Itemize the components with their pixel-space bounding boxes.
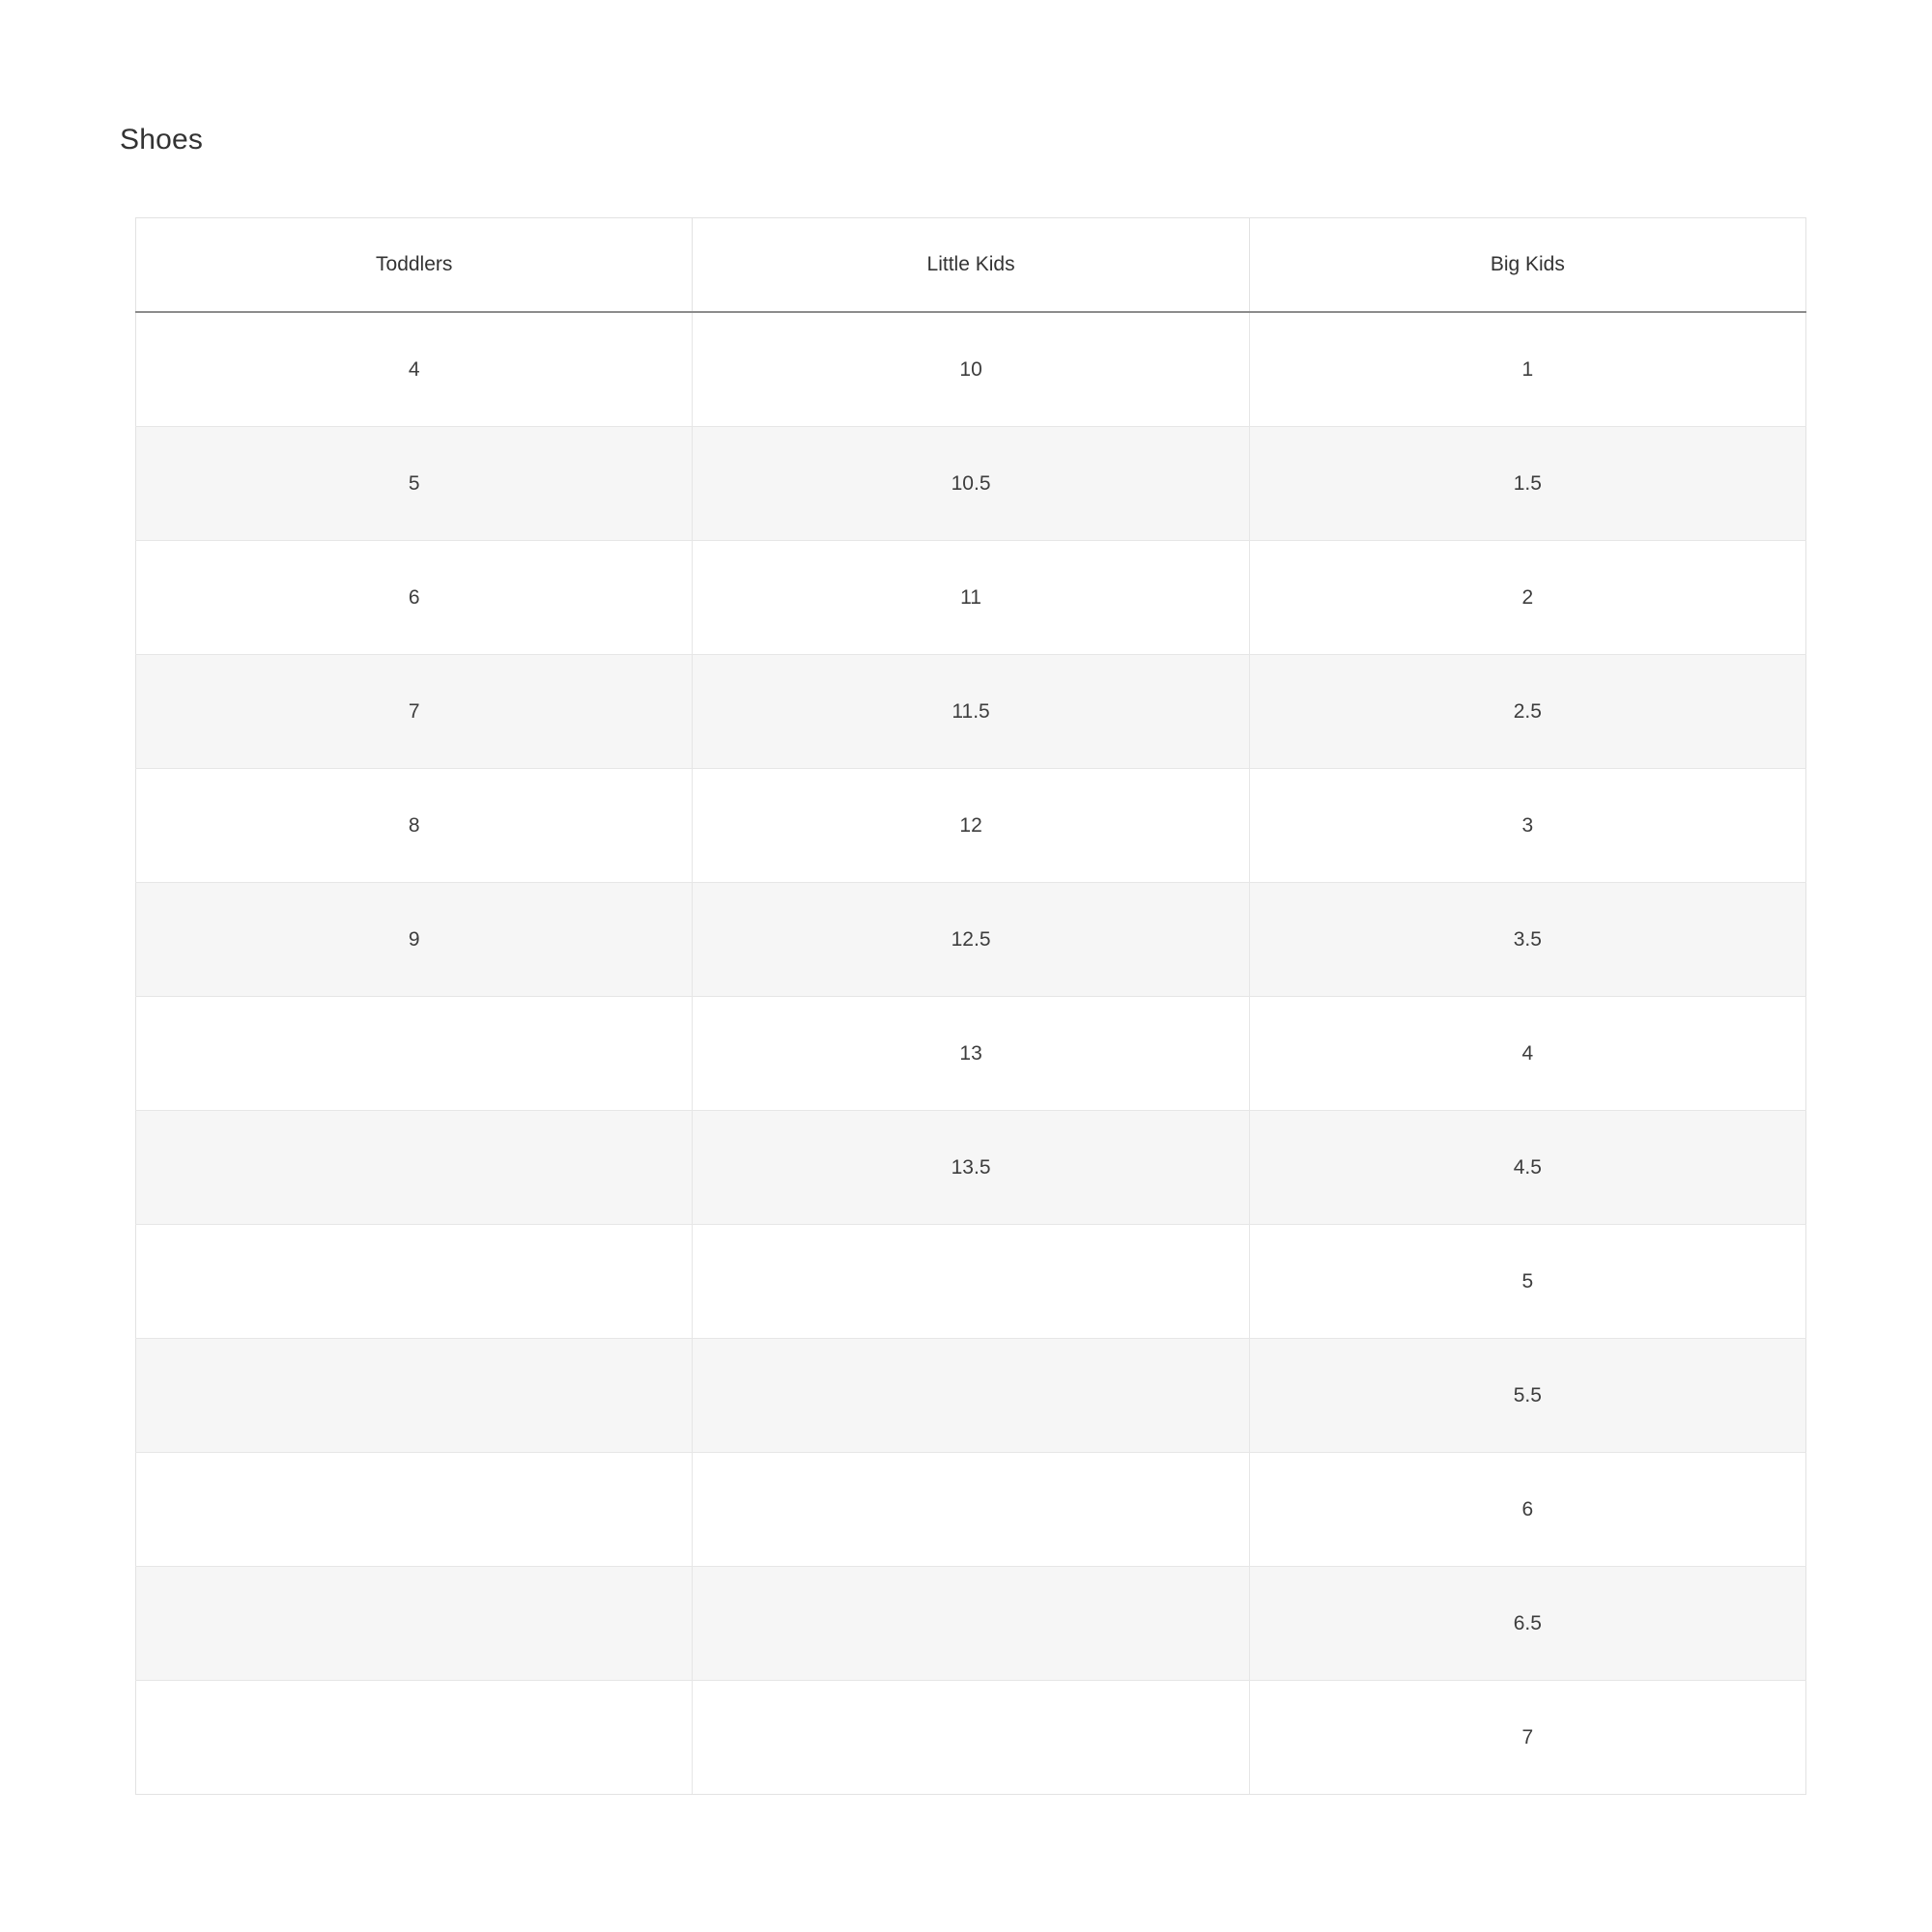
table-row: [136, 427, 1806, 541]
table-row: [136, 1681, 1806, 1795]
cell-big-kids: 5.5: [1249, 1339, 1805, 1453]
cell-big-kids: 6: [1249, 1453, 1805, 1567]
cell-toddlers: [136, 997, 693, 1111]
cell-little-kids: 10.5: [693, 427, 1249, 541]
cell-toddlers: 8: [136, 769, 693, 883]
cell-toddlers: [136, 1681, 693, 1795]
table-row: [136, 1339, 1806, 1453]
cell-toddlers: 9: [136, 883, 693, 997]
shoe-size-table: [135, 217, 1806, 1795]
table-row: [136, 883, 1806, 997]
column-header-little-kids: Little Kids: [693, 218, 1249, 313]
cell-little-kids: 12.5: [693, 883, 1249, 997]
cell-big-kids: 6.5: [1249, 1567, 1805, 1681]
table-row: [136, 655, 1806, 769]
cell-toddlers: [136, 1453, 693, 1567]
cell-big-kids: 7: [1249, 1681, 1805, 1795]
table-row: [136, 1111, 1806, 1225]
table-row: [136, 1453, 1806, 1567]
cell-little-kids: [693, 1681, 1249, 1795]
table-row: [136, 312, 1806, 427]
cell-toddlers: 5: [136, 427, 693, 541]
cell-big-kids: 1.5: [1249, 427, 1805, 541]
cell-big-kids: 2.5: [1249, 655, 1805, 769]
page-title: Shoes: [120, 124, 204, 156]
cell-toddlers: 6: [136, 541, 693, 655]
column-header-big-kids: Big Kids: [1249, 218, 1805, 313]
column-header-toddlers: Toddlers: [136, 218, 693, 313]
cell-little-kids: [693, 1453, 1249, 1567]
table-row: [136, 997, 1806, 1111]
cell-big-kids: 5: [1249, 1225, 1805, 1339]
cell-toddlers: 4: [136, 312, 693, 427]
cell-little-kids: [693, 1567, 1249, 1681]
size-table-container: [135, 217, 1806, 1795]
cell-big-kids: 4.5: [1249, 1111, 1805, 1225]
cell-big-kids: 2: [1249, 541, 1805, 655]
cell-little-kids: 10: [693, 312, 1249, 427]
cell-toddlers: [136, 1225, 693, 1339]
cell-big-kids: 3: [1249, 769, 1805, 883]
cell-little-kids: [693, 1339, 1249, 1453]
table-body: [136, 312, 1806, 1795]
cell-toddlers: [136, 1111, 693, 1225]
table-row: [136, 1225, 1806, 1339]
table-row: [136, 769, 1806, 883]
cell-little-kids: [693, 1225, 1249, 1339]
cell-little-kids: 11.5: [693, 655, 1249, 769]
cell-little-kids: 11: [693, 541, 1249, 655]
cell-toddlers: [136, 1567, 693, 1681]
table-header: [136, 218, 1806, 313]
table-row: [136, 1567, 1806, 1681]
cell-toddlers: [136, 1339, 693, 1453]
cell-big-kids: 3.5: [1249, 883, 1805, 997]
cell-big-kids: 4: [1249, 997, 1805, 1111]
cell-little-kids: 12: [693, 769, 1249, 883]
cell-little-kids: 13: [693, 997, 1249, 1111]
cell-little-kids: 13.5: [693, 1111, 1249, 1225]
table-row: [136, 541, 1806, 655]
table-header-row: [136, 218, 1806, 313]
cell-toddlers: 7: [136, 655, 693, 769]
cell-big-kids: 1: [1249, 312, 1805, 427]
